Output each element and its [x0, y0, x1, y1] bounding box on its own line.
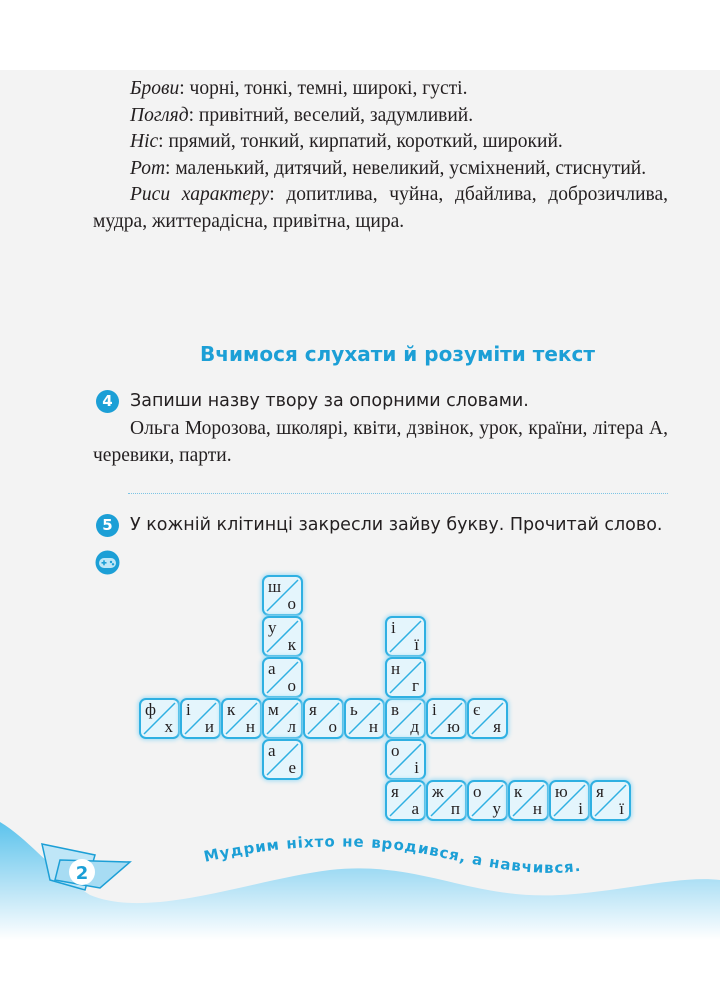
description-line — [93, 129, 668, 156]
crossword-cell[interactable] — [262, 575, 303, 616]
cell-top-letter: я — [309, 700, 317, 719]
page-number: 2 — [75, 863, 89, 884]
cell-bottom-letter: о — [287, 594, 296, 613]
cell-top-letter: я — [596, 782, 604, 801]
cell-top-letter: а — [268, 659, 276, 678]
task-number-badge: 5 — [96, 514, 119, 537]
description-label: Рот — [130, 157, 166, 179]
cell-top-letter: я — [391, 782, 399, 801]
cell-top-letter: к — [227, 700, 236, 719]
crossword-cell[interactable] — [262, 657, 303, 698]
cell-top-letter: ж — [432, 782, 444, 801]
crossword-cell[interactable] — [139, 698, 180, 739]
cell-bottom-letter: е — [288, 758, 296, 777]
description-label: Брови — [130, 78, 180, 99]
cell-bottom-letter: н — [368, 717, 378, 736]
description-line — [93, 182, 668, 235]
cell-top-letter: ю — [555, 782, 568, 801]
section-heading: Вчимося слухати й розуміти текст — [200, 342, 595, 366]
cell-bottom-letter: л — [287, 717, 296, 736]
description-text: : прямий, тонкий, кирпатий, короткий, широкий. — [158, 131, 563, 152]
description-text: : допитлива, чуйна, дбайлива, доброзичлива, мудра, життерадісна, привітна, щира. — [93, 184, 668, 232]
cell-top-letter: н — [391, 659, 401, 678]
cell-bottom-letter: х — [164, 717, 173, 736]
task4-keywords-block — [93, 416, 668, 469]
cell-bottom-letter: н — [245, 717, 255, 736]
cell-top-letter: і — [391, 618, 396, 637]
cell-bottom-letter: п — [450, 799, 460, 818]
cell-top-letter: о — [473, 782, 482, 801]
cell-top-letter: ь — [350, 700, 358, 719]
crossword-cell[interactable] — [426, 698, 467, 739]
motto-text: Мудрим ніхто не вродився, а навчився. — [202, 832, 583, 877]
descriptions-block — [93, 76, 668, 235]
crossword-cell[interactable] — [344, 698, 385, 739]
cell-top-letter: є — [473, 700, 481, 719]
cell-top-letter: ш — [268, 577, 282, 596]
cell-bottom-letter: к — [287, 635, 296, 654]
description-text: : чорні, тонкі, темні, широкі, густі. — [179, 78, 468, 99]
cell-bottom-letter: і — [578, 799, 583, 818]
crossword-cell[interactable] — [385, 616, 426, 657]
description-line — [93, 76, 668, 103]
task5-instruction: У кожній клітинці закресли зайву букву. Прочитай слово. — [130, 515, 663, 535]
cell-top-letter: о — [391, 741, 400, 760]
description-label: Погляд — [130, 104, 189, 126]
cell-bottom-letter: н — [532, 799, 542, 818]
crossword-cell[interactable] — [385, 739, 426, 780]
cell-bottom-letter: г — [412, 676, 419, 695]
cell-bottom-letter: ю — [447, 717, 460, 736]
task4-instruction: Запиши назву твору за опорними словами. — [130, 391, 529, 411]
crossword-cell[interactable] — [180, 698, 221, 739]
cell-bottom-letter: и — [204, 717, 214, 736]
cell-top-letter: ф — [145, 700, 157, 719]
crossword-cell[interactable] — [262, 616, 303, 657]
crossword-cell[interactable] — [303, 698, 344, 739]
cell-bottom-letter: о — [328, 717, 337, 736]
footer-wave — [0, 800, 720, 940]
cell-bottom-letter: а — [411, 799, 419, 818]
task4-keywords: Ольга Морозова, школярі, квіти, дзвінок, урок, країни, літера А, черевики, парти. — [93, 418, 668, 466]
crossword-cell[interactable] — [467, 698, 508, 739]
crossword-cell[interactable] — [221, 698, 262, 739]
description-line — [93, 156, 668, 183]
cell-top-letter: м — [268, 700, 279, 719]
crossword-cell[interactable] — [262, 739, 303, 780]
cell-top-letter: в — [391, 700, 400, 719]
gamepad-icon — [95, 550, 120, 575]
cell-top-letter: і — [186, 700, 191, 719]
cell-bottom-letter: о — [287, 676, 296, 695]
description-label: Ніс — [130, 131, 159, 152]
cell-top-letter: і — [432, 700, 437, 719]
description-text: : маленький, дитячий, невеликий, усміхнений, стиснутий. — [165, 157, 647, 179]
cell-bottom-letter: ї — [619, 799, 624, 818]
cell-bottom-letter: я — [493, 717, 501, 736]
cell-bottom-letter: і — [414, 758, 419, 777]
crossword-cell[interactable] — [385, 698, 426, 739]
task-number-badge: 4 — [96, 390, 119, 413]
crossword-cell[interactable] — [262, 698, 303, 739]
cell-bottom-letter: д — [410, 717, 419, 736]
motto — [202, 832, 582, 876]
crossword-cell[interactable] — [385, 657, 426, 698]
cell-top-letter: а — [268, 741, 276, 760]
cell-top-letter: к — [514, 782, 523, 801]
description-text: : привітний, веселий, задумливий. — [188, 104, 474, 126]
cell-bottom-letter: ї — [414, 635, 419, 654]
description-line — [93, 103, 668, 130]
answer-line[interactable] — [128, 493, 668, 494]
cell-top-letter: у — [268, 618, 277, 637]
cell-bottom-letter: у — [492, 799, 501, 818]
description-label: Риси характеру — [130, 184, 270, 205]
